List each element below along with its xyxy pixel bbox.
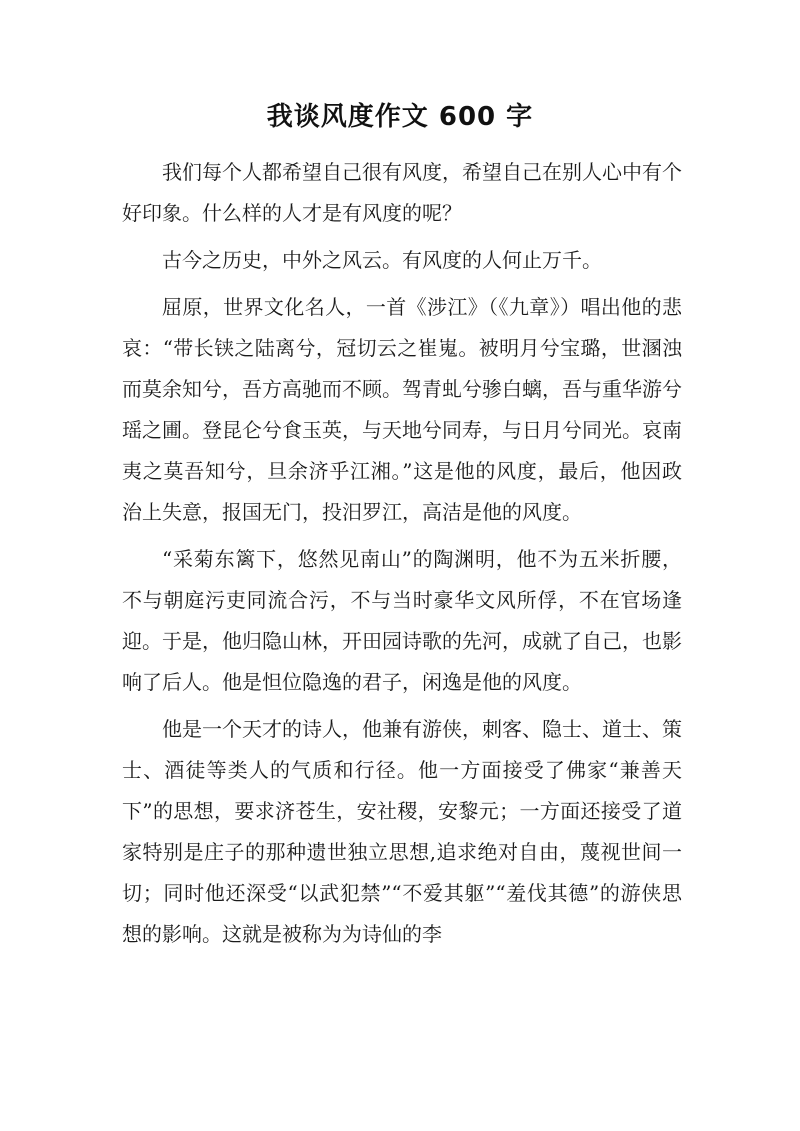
paragraph-1: 我们每个人都希望自己很有风度，希望自己在别人心中有个好印象。什么样的人才是有风度的呢？ bbox=[122, 160, 682, 225]
paragraph-3: 屈原，世界文化名人，一首《涉江》（《九章》）唱出他的悲哀：“带长铗之陆离兮，冠切云之崔嵬。被明月兮宝璐，世溷浊而莫余知兮，吾方高驰而不顾。驾青虬兮骖白螭，吾与重华游兮瑶之圃。登昆仑兮食玉英，与天地兮同寿，与日月兮同光。哀南夷之莫吾知兮，旦余济乎江湘。”这是他的风度，最后，他因政治上失意，报国无门，投汨罗江，高洁是他的风度。 bbox=[122, 295, 682, 524]
paragraph-5: 他是一个天才的诗人，他兼有游侠，刺客、隐士、道士、策士、酒徒等类人的气质和行径。他一方面接受了佛家“兼善天下”的思想，要求济苍生，安社稷，安黎元；一方面还接受了道家特别是庄子的那种遗世独立思想,追求绝对自由，蔑视世间一切；同时他还深受“以武犯禁”“不爱其躯”“羞伐其德”的游侠思想的影响。这就是被称为为诗仙的李 bbox=[122, 717, 682, 946]
document-body bbox=[122, 152, 682, 961]
paragraph-2: 古今之历史，中外之风云。有风度的人何止万千。 bbox=[162, 248, 602, 272]
document-title: 我谈风度作文 600 字 bbox=[266, 102, 534, 132]
paragraph-4: “采菊东篱下，悠然见南山”的陶渊明，他不为五米折腰，不与朝庭污吏同流合污，不与当时豪华文风所俘，不在官场逢迎。于是，他归隐山林，开田园诗歌的先河，成就了自己，也影响了后人。他是怛位隐逸的君子，闲逸是他的风度。 bbox=[122, 547, 682, 694]
